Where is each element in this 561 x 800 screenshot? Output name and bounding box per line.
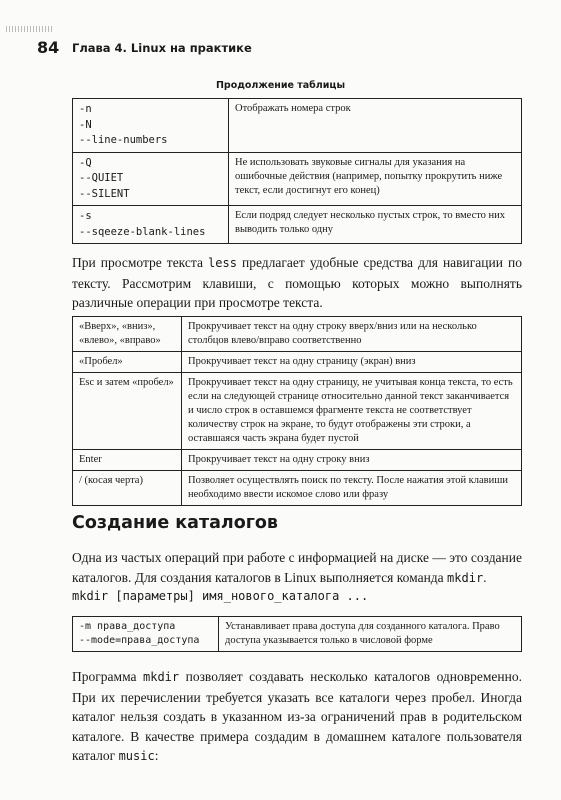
description-cell: Прокручивает текст на одну страницу, не учитывая конца текста, то есть если на следующей странице относительно данной текст заканчивается и число строк в оставшемся фрагменте текста не соответствует количеству строк на экране, то будут отображены эти строки, а оставшаяся часть экрана будет пустой xyxy=(182,373,522,450)
code-mkdir: mkdir xyxy=(447,570,484,585)
key-cell: «Пробел» xyxy=(73,352,182,373)
key-cell: Enter xyxy=(73,450,182,471)
table-caption: Продолжение таблицы xyxy=(215,80,346,91)
description-cell: Прокручивает текст на одну строку вниз xyxy=(182,450,522,471)
paragraph-mkdir-multiple: Программа mkdir позволяет создавать несколько каталогов одновременно. При их перечислении требуется указать все каталоги через пробел. Иногда каталог нельзя создать в указанном из-за ограничений прав в родительском каталоге. В качестве примера создадим в домашнем каталоге пользователя каталог music: xyxy=(72,669,523,763)
table-row xyxy=(73,352,522,373)
table-row xyxy=(73,471,522,506)
description-cell: Отображать номера строк xyxy=(229,99,522,153)
table-row xyxy=(73,99,522,153)
code-music: music xyxy=(118,749,155,763)
scan-smudge xyxy=(6,26,54,32)
chapter-title: Глава 4. Linux на практике xyxy=(72,41,252,55)
command-syntax: mkdir [параметры] имя_нового_каталога ... xyxy=(72,589,369,603)
option-cell: -n -N --line-numbers xyxy=(73,99,229,153)
description-cell: Позволяет осуществлять поиск по тексту. После нажатия этой клавиши необходимо ввести искомое слово или фразу xyxy=(182,471,522,506)
table-row xyxy=(73,617,522,652)
paragraph-less-navigation: При просмотре текста less предлагает удобные средства для навигации по тексту. Рассмотрим клавиши, с помощью которых можно выполнять различные операции при просмотре текста. xyxy=(72,255,522,310)
page-header xyxy=(0,38,561,60)
description-cell: Прокручивает текст на одну страницу (экран) вниз xyxy=(182,352,522,373)
section-heading: Создание каталогов xyxy=(72,513,279,533)
option-cell: -m права_доступа --mode=права_доступа xyxy=(73,617,219,652)
table-row xyxy=(73,152,522,206)
table-row xyxy=(73,450,522,471)
less-options-table xyxy=(72,98,522,244)
description-cell: Не использовать звуковые сигналы для указания на ошибочные действия (например, попытку прокрутить ниже текст, если достигнут его конец) xyxy=(229,152,522,206)
less-keys-table xyxy=(72,316,522,506)
key-cell: «Вверх», «вниз», «влево», «вправо» xyxy=(73,317,182,352)
paragraph-mkdir-intro: Одна из частых операций при работе с информацией на диске — это создание каталогов. Для создания каталогов в Linux выполняется команда mkdir. xyxy=(72,550,522,585)
description-cell: Если подряд следует несколько пустых строк, то вместо них выводить только одну xyxy=(229,206,522,244)
key-cell: / (косая черта) xyxy=(73,471,182,506)
mkdir-options-table xyxy=(72,616,522,652)
table-row xyxy=(73,317,522,352)
description-cell: Прокручивает текст на одну строку вверх/вниз или на несколько столбцов влево/вправо соответственно xyxy=(182,317,522,352)
key-cell: Esc и затем «пробел» xyxy=(73,373,182,450)
option-cell: -Q --QUIET --SILENT xyxy=(73,152,229,206)
table-row xyxy=(73,373,522,450)
option-cell: -s --sqeeze-blank-lines xyxy=(73,206,229,244)
table-row xyxy=(73,206,522,244)
code-mkdir: mkdir xyxy=(143,670,180,684)
code-less: less xyxy=(208,256,237,270)
page-number: 84 xyxy=(37,38,60,57)
description-cell: Устанавливает права доступа для созданного каталога. Право доступа указывается только в числовой форме xyxy=(219,617,522,652)
